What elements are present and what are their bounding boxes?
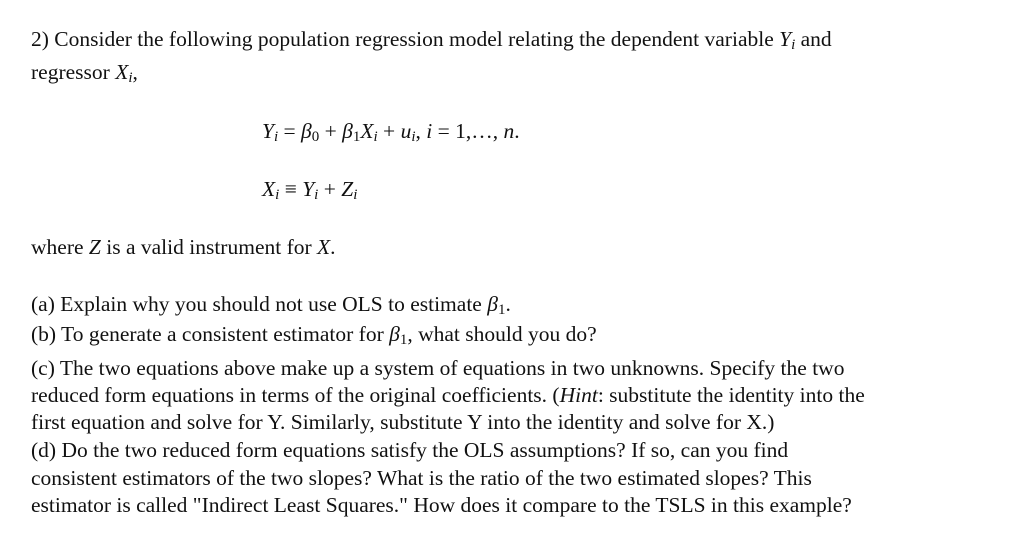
part-c-line-1: [31, 355, 844, 382]
part-d-text: consistent estimators of the two slopes? What is the ratio of the two estimated slopes? This: [31, 466, 812, 490]
eq-sub: 1: [352, 129, 361, 145]
eq-comma: ,: [415, 119, 427, 143]
part-b: [31, 321, 597, 348]
part-a: [31, 291, 511, 318]
eq-beta: β: [342, 119, 353, 143]
part-c-text: (c) The two equations above make up a system of equations in two unknowns. Specify the two: [31, 356, 845, 380]
eq-beta: β: [301, 119, 312, 143]
equation-regression: [262, 118, 520, 145]
beta: β: [487, 292, 498, 316]
hint-label: Hint: [559, 383, 598, 407]
intro-text: 2) Consider the following population regression model relating the dependent variable: [31, 27, 780, 51]
part-c-line-2: [31, 382, 865, 409]
eq-plus: +: [377, 119, 401, 143]
eq-i: i: [426, 119, 433, 143]
var-Y: Y: [779, 27, 792, 51]
eq-Z: Z: [341, 177, 354, 201]
eq-sub: i: [411, 129, 416, 145]
intro-line-1: [31, 26, 832, 53]
eq-Y: Y: [302, 177, 315, 201]
part-b-text: (b) To generate a consistent estimator for: [31, 322, 390, 346]
part-d-line-3: [31, 492, 852, 519]
eq-X: X: [262, 177, 276, 201]
intro-text: regressor: [31, 60, 116, 84]
part-b-text-end: , what should you do?: [407, 322, 597, 346]
sub-i: i: [791, 37, 796, 53]
eq-plus: +: [319, 119, 343, 143]
eq-period: .: [514, 119, 520, 143]
part-a-text: (a) Explain why you should not use OLS to estimate: [31, 292, 488, 316]
part-d-text: (d) Do the two reduced form equations satisfy the OLS assumptions? If so, can you find: [31, 438, 789, 462]
text: where: [31, 235, 89, 259]
var-X: X: [317, 235, 331, 259]
beta: β: [389, 322, 400, 346]
var-Z: Z: [88, 235, 101, 259]
sub-1: 1: [399, 332, 408, 348]
intro-line-2: [31, 59, 138, 86]
eq-sub: i: [314, 187, 319, 203]
eq-X: X: [360, 119, 374, 143]
intro-text-end: and: [795, 27, 832, 51]
eq-sub: i: [275, 187, 280, 203]
text: .: [330, 235, 336, 259]
part-c-text: : substitute the identity into the: [597, 383, 865, 407]
eq-sub: i: [373, 129, 378, 145]
instrument-line: [31, 234, 336, 261]
part-c-line-3: [31, 409, 774, 436]
eq-n: n: [503, 119, 515, 143]
eq-Y: Y: [262, 119, 274, 143]
part-c-text: first equation and solve for Y. Similarly, substitute Y into the identity and solve for X.): [31, 410, 775, 434]
eq-plus: +: [318, 177, 342, 201]
period: .: [505, 292, 511, 316]
eq-sub: i: [353, 187, 358, 203]
sub-i: i: [128, 70, 133, 86]
eq-u: u: [400, 119, 412, 143]
eq-identity-sign: ≡: [279, 177, 303, 201]
eq-sign: =: [278, 119, 302, 143]
sub-1: 1: [497, 302, 506, 318]
intro-text-end: ,: [132, 60, 138, 84]
eq-sub: i: [273, 129, 279, 145]
part-d-line-2: [31, 465, 812, 492]
text: is a valid instrument for: [100, 235, 318, 259]
eq-range: = 1,…,: [432, 119, 504, 143]
equation-identity: [262, 176, 357, 203]
part-d-text: estimator is called "Indirect Least Squares." How does it compare to the TSLS in this example?: [31, 493, 852, 517]
part-c-text: reduced form equations in terms of the original coefficients. (: [31, 383, 560, 407]
eq-sub: 0: [311, 129, 320, 145]
part-d-line-1: [31, 437, 788, 464]
var-X: X: [115, 60, 129, 84]
